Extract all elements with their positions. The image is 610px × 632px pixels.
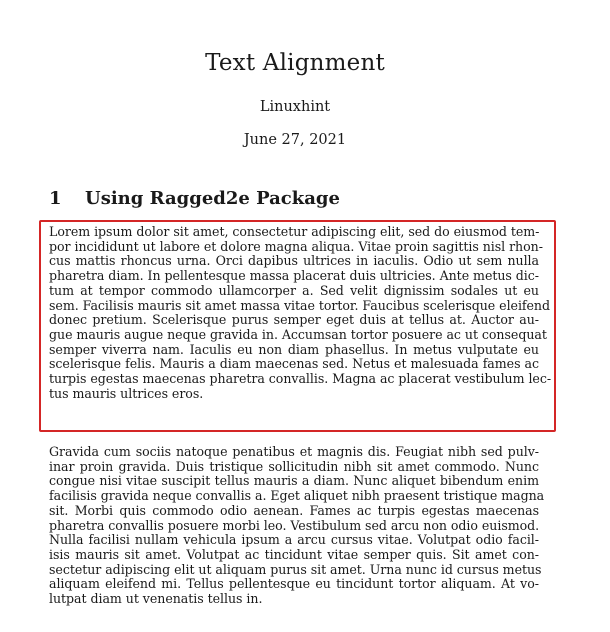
paragraph-line: cus mattis rhoncus urna. Orci dapibus ultrices in iaculis. Odio ut sem nulla (49, 253, 539, 269)
paragraph-line: Nulla facilisi nullam vehicula ipsum a arcu cursus vitae. Volutpat odio facil- (49, 532, 539, 548)
paragraph-line: scelerisque felis. Mauris a diam maecenas sed. Netus et malesuada fames ac (49, 356, 539, 372)
paragraph-line: semper viverra nam. Iaculis eu non diam phasellus. In metus vulputate eu (49, 341, 539, 357)
paragraph-line: sem. Facilisis mauris sit amet massa vitae tortor. Faucibus scelerisque eleifend (49, 297, 551, 313)
paragraph-line: tus mauris ultrices eros. (49, 385, 204, 401)
paragraph-line: sectetur adipiscing elit ut aliquam purus sit amet. Urna nunc id cursus metus (49, 561, 542, 577)
section-heading (49, 188, 340, 209)
paragraph-line: turpis egestas maecenas pharetra convallis. Magna ac placerat vestibulum lec- (49, 371, 552, 387)
paragraph-line: congue nisi vitae suscipit tellus mauris a diam. Nunc aliquet bibendum enim (49, 473, 539, 489)
document-date: June 27, 2021 (243, 132, 347, 148)
paragraph-line: lutpat diam ut venenatis tellus in. (49, 591, 263, 607)
paragraph-line: facilisis gravida neque convallis a. Eget aliquet nibh praesent tristique magna (49, 488, 545, 504)
paragraph-line: por incididunt ut labore et dolore magna aliqua. Vitae proin sagittis nisl rhon- (49, 238, 543, 254)
paragraph-line: gue mauris augue neque gravida in. Accumsan tortor posuere ac ut consequat (49, 326, 547, 342)
section-number: 1 (49, 188, 62, 209)
section-title: Using Ragged2e Package (85, 188, 340, 209)
paragraph-line: donec pretium. Scelerisque purus semper eget duis at tellus at. Auctor au- (49, 312, 539, 328)
paragraph-line: pharetra convallis posuere morbi leo. Vestibulum sed arcu non odio euismod. (49, 517, 540, 533)
paragraph-line: inar proin gravida. Duis tristique sollicitudin nibh sit amet commodo. Nunc (49, 458, 539, 474)
paragraph-2 (49, 444, 545, 607)
paragraph-line: Gravida cum sociis natoque penatibus et magnis dis. Feugiat nibh sed pulv- (49, 444, 539, 459)
paragraph-line: pharetra diam. In pellentesque massa placerat duis ultricies. Ante metus dic- (49, 268, 539, 284)
document-title: Text Alignment (205, 50, 385, 76)
paragraph-line: sit. Morbi quis commodo odio aenean. Fames ac turpis egestas maecenas (49, 502, 539, 518)
paragraph-1 (49, 224, 552, 401)
document-author: Linuxhint (259, 99, 331, 115)
paragraph-line: Lorem ipsum dolor sit amet, consectetur adipiscing elit, sed do eiusmod tem- (49, 224, 540, 239)
paragraph-line: tum at tempor commodo ullamcorper a. Sed velit dignissim sodales ut eu (49, 282, 539, 298)
paragraph-line: isis mauris sit amet. Volutpat ac tincidunt vitae semper quis. Sit amet con- (49, 546, 539, 562)
paragraph-line: aliquam eleifend mi. Tellus pellentesque eu tincidunt tortor aliquam. At vo- (49, 576, 539, 592)
